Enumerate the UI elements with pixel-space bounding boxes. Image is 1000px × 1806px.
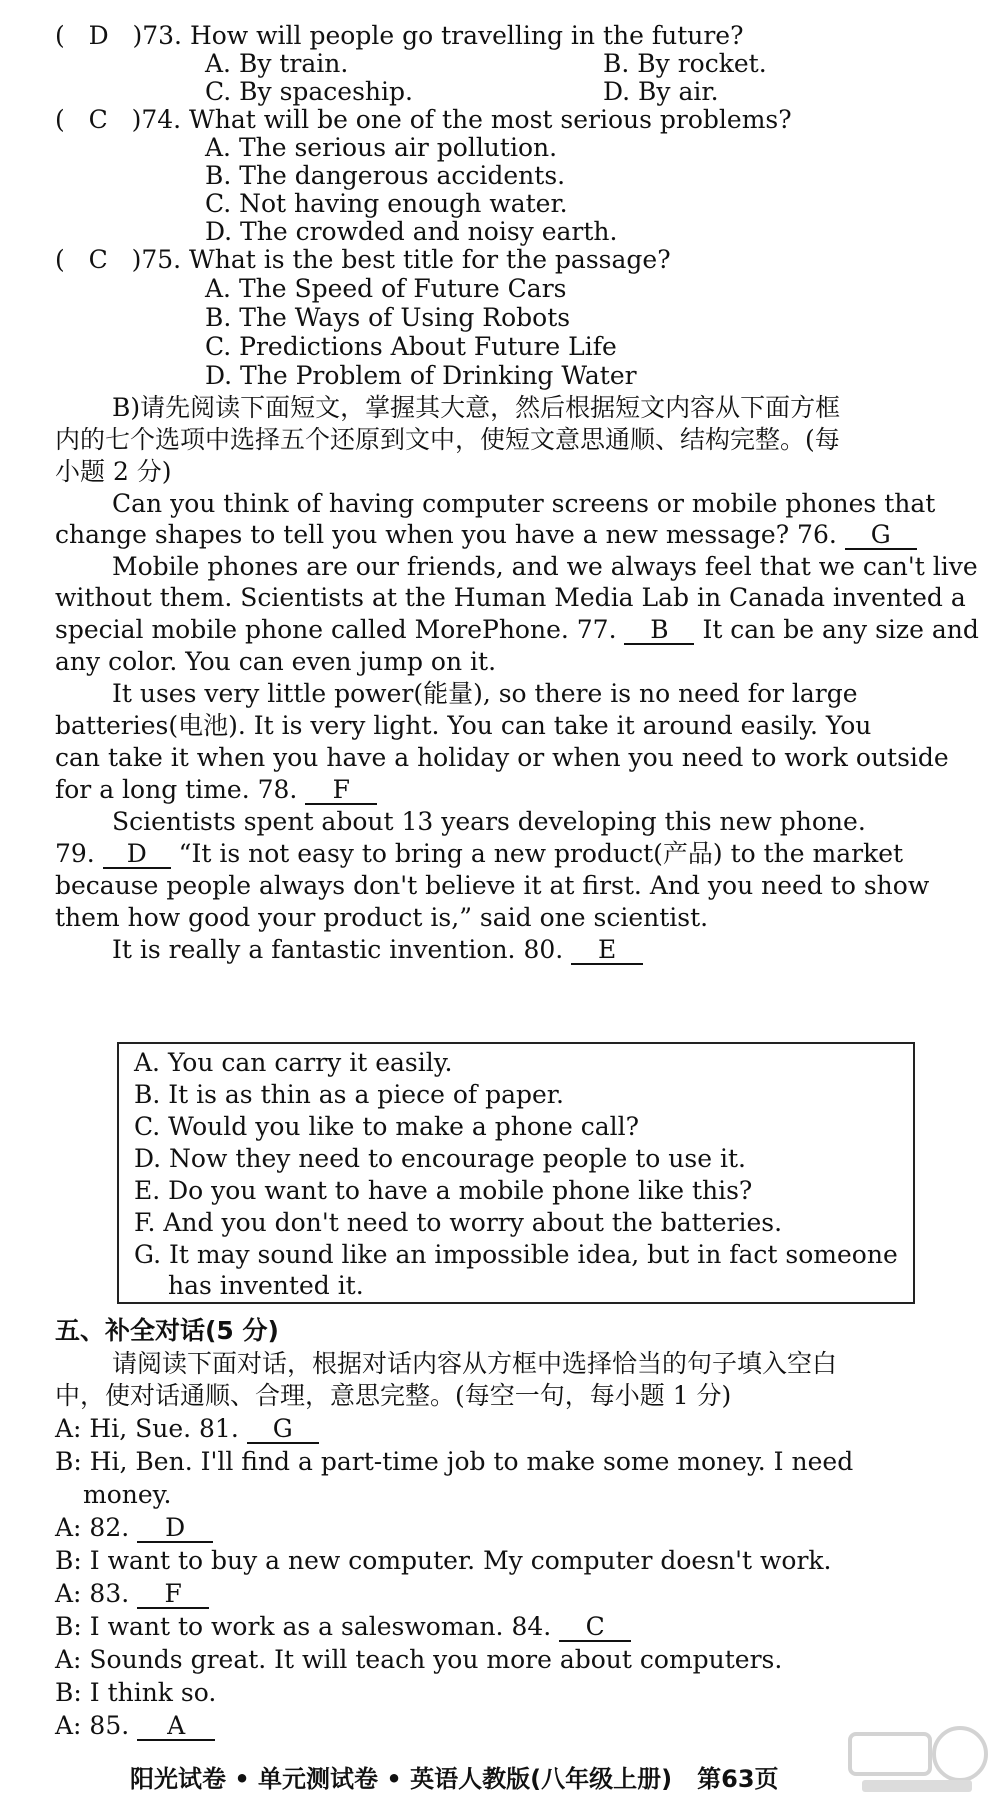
dialogue-text-85: A: 85. (55, 1711, 130, 1740)
box-option-g: G. It may sound like an impossible idea, but in fact someone (134, 1240, 898, 1269)
box-option-f: F. And you don't need to worry about the batteries. (134, 1208, 783, 1237)
answer-blank-82: D (137, 1515, 213, 1543)
passage-p4-line-4: them how good your product is,” said one scientist. (55, 903, 709, 932)
section-5-instruction-line-1: 请阅读下面对话，根据对话内容从方框中选择恰当的句子填入空白 (112, 1349, 838, 1378)
passage-p3-line-1: It uses very little power(能量), so there is no need for large (112, 679, 858, 708)
option-73-d: D. By air. (603, 77, 719, 106)
answer-blank-79: D (103, 841, 171, 869)
dialogue-line-b1-continued: money. (83, 1480, 172, 1509)
dialogue-line-84 (55, 1611, 631, 1643)
answer-blank-78: F (305, 777, 377, 805)
section-b-instruction-line-3: 小题 2 分) (55, 457, 172, 486)
answer-blank-81: G (247, 1416, 319, 1444)
question-text-73: )73. How will people go travelling in the future? (132, 21, 744, 50)
passage-p2-text-a: special mobile phone called MorePhone. 77. (55, 615, 617, 644)
option-73-a: A. By train. (205, 49, 349, 78)
dialogue-line-b4: B: I think so. (55, 1678, 217, 1707)
option-75-b: B. The Ways of Using Robots (205, 303, 571, 332)
box-option-a: A. You can carry it easily. (134, 1048, 453, 1077)
answer-blank-84: C (559, 1614, 631, 1642)
passage-p4-line-3: because people always don't believe it at first. And you need to show (55, 871, 930, 900)
dialogue-line-b2: B: I want to buy a new computer. My computer doesn't work. (55, 1546, 832, 1575)
passage-p3-line-3: can take it when you have a holiday or when you need to work outside (55, 743, 949, 772)
option-74-c: C. Not having enough water. (205, 189, 568, 218)
question-75 (55, 244, 671, 276)
option-73-c: C. By spaceship. (205, 77, 413, 106)
passage-p3-text: for a long time. 78. (55, 775, 298, 804)
box-option-e: E. Do you want to have a mobile phone like this? (134, 1176, 753, 1205)
section-5-instruction-line-2: 中，使对话通顺、合理，意思完整。(每空一句，每小题 1 分) (55, 1381, 732, 1410)
page-footer (130, 1763, 779, 1795)
option-75-c: C. Predictions About Future Life (205, 332, 617, 361)
dialogue-line-83 (55, 1578, 209, 1610)
passage-p5-text: It is really a fantastic invention. 80. (112, 935, 564, 964)
passage-p3-line-2: batteries(电池). It is very light. You can take it around easily. You (55, 711, 872, 740)
dialogue-line-b1: B: Hi, Ben. I'll find a part-time job to make some money. I need (55, 1447, 854, 1476)
dialogue-text-81: A: Hi, Sue. 81. (55, 1414, 239, 1443)
answer-blank-76: G (845, 522, 917, 550)
answer-74: C (88, 105, 108, 134)
box-option-d: D. Now they need to encourage people to use it. (134, 1144, 746, 1173)
answer-blank-83: F (137, 1581, 209, 1609)
passage-p2-line-1: Mobile phones are our friends, and we always feel that we can't live (112, 552, 978, 581)
box-option-c: C. Would you like to make a phone call? (134, 1112, 640, 1141)
passage-p5-line-1 (112, 934, 643, 966)
answer-blank-77: B (624, 617, 694, 645)
box-option-b: B. It is as thin as a piece of paper. (134, 1080, 564, 1109)
passage-p1-text: change shapes to tell you when you have a new message? 76. (55, 520, 837, 549)
answer-73: D (88, 21, 109, 50)
passage-p2-line-2: without them. Scientists at the Human Media Lab in Canada invented a (55, 583, 966, 612)
answer-blank-80: E (571, 937, 643, 965)
option-75-d: D. The Problem of Drinking Water (205, 361, 637, 390)
passage-p4-number: 79. (55, 839, 95, 868)
watermark-logo-icon (842, 1720, 992, 1800)
dialogue-text-82: A: 82. (55, 1513, 130, 1542)
section-b-instruction-line-1: B)请先阅读下面短文，掌握其大意，然后根据短文内容从下面方框 (112, 393, 841, 422)
option-75-a: A. The Speed of Future Cars (205, 274, 567, 303)
passage-p4-line-1: Scientists spent about 13 years developing this new phone. (112, 807, 866, 836)
dialogue-text-84: B: I want to work as a saleswoman. 84. (55, 1612, 552, 1641)
option-74-a: A. The serious air pollution. (205, 133, 558, 162)
passage-p3-line-4 (55, 774, 377, 806)
dialogue-line-81 (55, 1413, 319, 1445)
section-5-heading: 五、补全对话(5 分) (55, 1316, 279, 1345)
answer-paren-75: ( C (55, 245, 108, 274)
box-option-g-continued: has invented it. (168, 1271, 364, 1300)
dialogue-line-85 (55, 1710, 215, 1742)
dialogue-line-a5: A: Sounds great. It will teach you more about computers. (55, 1645, 783, 1674)
passage-p1-line-2 (55, 519, 917, 551)
dialogue-line-82 (55, 1512, 213, 1544)
answer-paren-73: ( D (55, 21, 109, 50)
answer-paren-74: ( C (55, 105, 108, 134)
question-text-74: )74. What will be one of the most serious problems? (131, 105, 792, 134)
passage-p4-text: “It is not easy to bring a new product(产品) to the market (178, 839, 904, 868)
passage-p1-line-1: Can you think of having computer screens or mobile phones that (112, 489, 936, 518)
option-74-b: B. The dangerous accidents. (205, 161, 566, 190)
footer-page-number: 第63页 (697, 1765, 779, 1793)
passage-p2-text-b: It can be any size and (702, 615, 979, 644)
option-74-d: D. The crowded and noisy earth. (205, 217, 618, 246)
passage-p4-line-2 (55, 838, 903, 870)
answer-75: C (88, 245, 108, 274)
section-b-instruction-line-2: 内的七个选项中选择五个还原到文中，使短文意思通顺、结构完整。(每 (55, 425, 840, 454)
option-73-b: B. By rocket. (603, 49, 767, 78)
footer-title: 阳光试卷 • 单元测试卷 • 英语人教版(八年级上册) (130, 1765, 673, 1793)
question-text-75: )75. What is the best title for the passage? (131, 245, 671, 274)
dialogue-text-83: A: 83. (55, 1579, 130, 1608)
answer-blank-85: A (137, 1713, 215, 1741)
passage-p2-line-3 (55, 614, 979, 646)
passage-p2-line-4: any color. You can even jump on it. (55, 647, 497, 676)
